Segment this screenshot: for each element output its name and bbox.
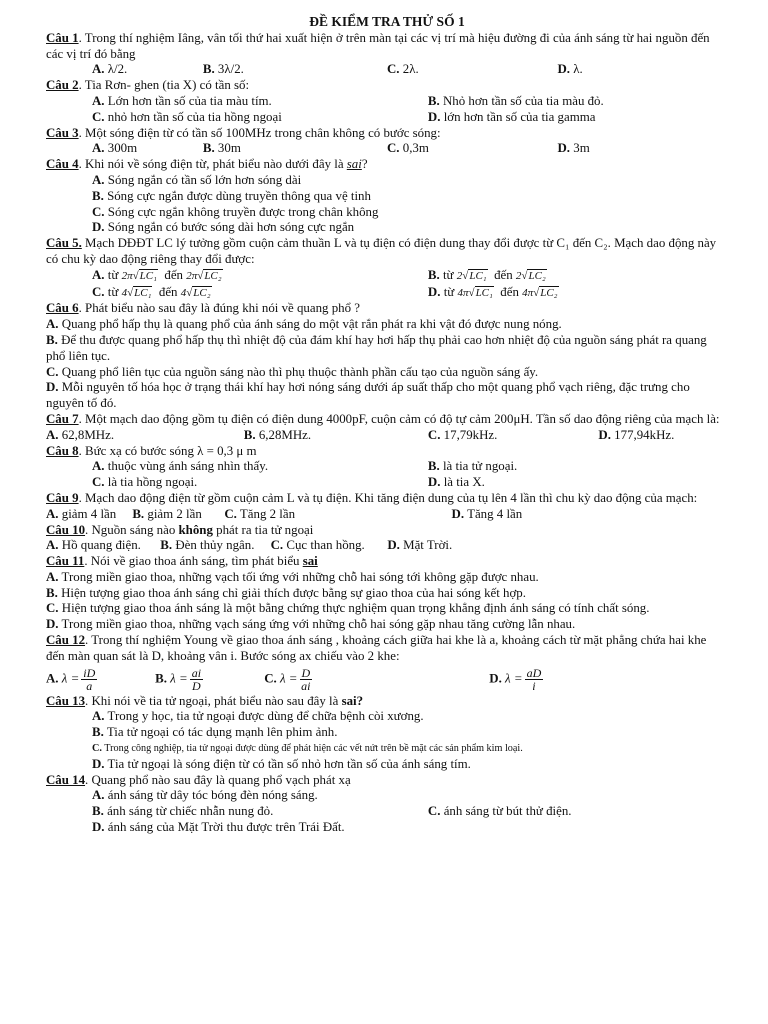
question-text: . Quang phổ nào sau đây là quang phổ vạch phát xạ xyxy=(85,772,351,787)
answer-options xyxy=(46,268,728,302)
option-a[interactable]: A. giảm 4 lần xyxy=(46,506,117,521)
question-number: Câu 9 xyxy=(46,490,79,505)
question-number: Câu 11 xyxy=(46,554,85,569)
question-5 xyxy=(46,236,728,268)
option-d[interactable]: D. Tăng 4 lần xyxy=(451,506,523,521)
question-number: Câu 3 xyxy=(46,125,79,140)
answer-options xyxy=(46,570,728,633)
question-3 xyxy=(46,126,728,142)
answer-options xyxy=(46,62,728,78)
question-number: Câu 1 xyxy=(46,30,79,45)
option-d[interactable]: D. 3m xyxy=(557,141,590,156)
option-d[interactable]: D. Mặt Trời. xyxy=(387,538,453,553)
option-c[interactable]: C. là tia hồng ngoại. xyxy=(92,475,198,490)
question-12 xyxy=(46,633,728,665)
fraction: $\frac{D}{ai}$ xyxy=(301,665,311,693)
option-a[interactable]: A. Sóng ngắn có tần số lớn hơn sóng dài xyxy=(92,172,302,187)
question-text: . Mạch dao động điện từ gồm cuộn cảm L và tụ điện. Khi tăng điện dung của tụ lên 4 lần thì chu kỳ dao động của mạch: xyxy=(78,490,698,505)
option-a[interactable]: A. 62,8MHz. xyxy=(46,427,115,442)
option-d[interactable]: D. λ. xyxy=(557,62,583,77)
question-text: . Bức xạ có bước sóng λ = 0,3 μ m xyxy=(78,443,257,458)
option-c[interactable]: C. Sóng cực ngắn không truyền được trong chân không xyxy=(92,204,379,219)
option-b[interactable]: B. là tia tử ngoại. xyxy=(427,459,518,474)
formula: 4π√LC₁ xyxy=(457,286,493,299)
question-8 xyxy=(46,444,728,460)
option-a[interactable]: A. Quang phổ hấp thụ là quang phổ của ánh sáng do một vật rắn phát ra khi vật đó được nung nóng. xyxy=(46,317,562,332)
question-7 xyxy=(46,412,728,428)
option-d[interactable]: D. Tia tử ngoại là sóng điện từ có tần số nhỏ hơn tần số của ánh sáng tím. xyxy=(92,756,471,771)
option-d[interactable]: D. λ = $\frac{aD}{i}$ xyxy=(489,665,542,693)
option-c[interactable]: C. Quang phổ liên tục của nguồn sáng nào thì phụ thuộc thành phần cấu tạo của nguồn sáng ấy. xyxy=(46,364,539,379)
option-a[interactable]: A. thuộc vùng ánh sáng nhìn thấy. xyxy=(92,459,269,474)
option-b[interactable]: B. Sóng cực ngắn được dùng truyền thông qua vệ tinh xyxy=(92,188,371,203)
page-title: ĐỀ KIỂM TRA THỬ SỐ 1 xyxy=(309,14,465,29)
formula: 4π√LC₂ xyxy=(522,286,558,299)
answer-options xyxy=(46,317,728,412)
question-text: Mạch DĐĐT LC lý tưởng gồm cuộn cảm thuần L và tụ điện có điện dung thay đổi được từ C₁ đến C₂. Mạch dao động này có chu kỳ dao động riêng thay đổi được: xyxy=(46,236,717,266)
answer-options xyxy=(46,538,728,554)
option-b[interactable]: B. từ 2√LC₁ đến 2√LC₂ xyxy=(427,267,546,282)
fraction: $\frac{iD}{a}$ xyxy=(83,665,96,693)
question-text: . Một mạch dao động gồm tụ điện có điện dung 4000pF, cuộn cảm có độ tự cảm 200μH. Tần số dao động riêng của mạch là: xyxy=(78,411,720,426)
question-text: . Trong thí nghiệm Young về giao thoa ánh sáng , khoảng cách giữa hai khe là a, khoảng cách từ mặt phẳng chứa hai khe đến màn quan sát là D, khoảng vân i. Bước sóng ax chiếu vào 2 khe: xyxy=(46,633,707,663)
option-c[interactable]: C. nhỏ hơn tần số của tia hồng ngoại xyxy=(92,109,282,124)
answer-options xyxy=(46,459,728,491)
question-number: Câu 8 xyxy=(46,443,79,458)
question-number: Câu 7 xyxy=(46,411,79,426)
formula: 4√LC₂ xyxy=(180,286,211,299)
option-b[interactable]: B. 3λ/2. xyxy=(202,62,244,77)
question-11: Câu 11. Nói về giao thoa ánh sáng, tìm phát biểu sai xyxy=(46,554,318,569)
answer-options xyxy=(46,141,728,157)
formula: 2π√LC₂ xyxy=(186,269,222,282)
option-a[interactable]: A. từ 2π√LC₁ đến 2π√LC₂ xyxy=(92,267,222,282)
option-c[interactable]: C. 17,79kHz. xyxy=(427,427,498,442)
formula: 2π√LC₁ xyxy=(121,269,157,282)
option-b[interactable]: B. Hiện tượng giao thoa ánh sáng chỉ giải thích được bằng sự giao thoa của hai sóng kết hợp. xyxy=(46,585,526,600)
option-c[interactable]: C. Cục than hồng. xyxy=(270,538,365,553)
option-c[interactable]: C. từ 4√LC₁ đến 4√LC₂ xyxy=(92,284,211,299)
option-a[interactable]: A. 300m xyxy=(92,141,138,156)
question-6 xyxy=(46,301,728,317)
option-a[interactable]: A. Trong miền giao thoa, những vạch tối ứng với những chỗ hai sóng tới không gặp được nhau. xyxy=(46,569,539,584)
fraction: $\frac{aD}{i}$ xyxy=(526,665,542,693)
option-a[interactable]: A. λ = $\frac{iD}{a}$ xyxy=(46,665,96,693)
question-10: Câu 10. Nguồn sáng nào không phát ra tia tử ngoại xyxy=(46,522,314,537)
answer-options xyxy=(46,173,728,236)
emphasis-sai: sai xyxy=(346,157,362,172)
answer-options xyxy=(46,667,728,692)
question-13: Câu 13. Khi nói về tia tử ngoại, phát biểu nào sau đây là sai? xyxy=(46,693,364,708)
question-number: Câu 6 xyxy=(46,301,79,316)
answer-options xyxy=(46,709,728,772)
fraction: $\frac{ai}{D}$ xyxy=(191,665,202,693)
question-14 xyxy=(46,773,728,789)
question-number: Câu 4 xyxy=(46,157,79,172)
option-b[interactable]: B. ánh sáng từ chiếc nhẫn nung đỏ. xyxy=(92,804,274,819)
option-d[interactable]: D. ánh sáng của Mặt Trời thu được trên Trái Đất. xyxy=(92,820,345,835)
option-d[interactable]: D. Mỗi nguyên tố hóa học ở trạng thái khí hay hơi nóng sáng dưới áp suất thấp cho một quang phổ vạch riêng, đặc trưng cho nguyên tố đó. xyxy=(46,380,690,411)
question-number: Câu 12 xyxy=(46,633,86,648)
option-c[interactable]: C. Hiện tượng giao thoa ánh sáng là một bằng chứng thực nghiệm quan trọng khẳng định ánh sáng có tính chất sóng. xyxy=(46,601,650,616)
option-b[interactable]: B. 6,28MHz. xyxy=(243,427,312,442)
answer-options xyxy=(46,94,728,126)
answer-options-row xyxy=(46,804,728,820)
option-a[interactable]: A. λ/2. xyxy=(92,62,128,77)
option-b[interactable]: B. Tia tử ngoại có tác dụng mạnh lên phim ảnh. xyxy=(92,725,338,740)
question-text: . Trong thí nghiệm Iâng, vân tối thứ hai xuất hiện ở trên màn tại các vị trí mà hiệu đường đi của ánh sáng từ hai nguồn đến các vị trí đó bằng xyxy=(46,30,710,61)
option-d[interactable]: D. là tia X. xyxy=(427,475,485,490)
option-a[interactable]: A. Hồ quang điện. xyxy=(46,538,141,553)
option-d[interactable]: D. 177,94kHz. xyxy=(598,427,675,442)
answer-options xyxy=(46,428,728,444)
question-number: Câu 2 xyxy=(46,78,79,93)
option-c[interactable]: C. Tăng 2 lần xyxy=(224,506,296,521)
option-b[interactable]: B. λ = $\frac{ai}{D}$ xyxy=(155,665,202,693)
question-9 xyxy=(46,491,728,507)
formula: 4√LC₁ xyxy=(121,286,152,299)
option-d[interactable]: D. Sóng ngắn có bước sóng dài hơn sóng cực ngắn xyxy=(92,220,355,235)
answer-options xyxy=(46,507,728,523)
answer-options xyxy=(46,820,728,836)
answer-options xyxy=(46,788,728,804)
option-b[interactable]: B. Nhỏ hơn tần số của tia màu đỏ. xyxy=(427,93,604,108)
question-1 xyxy=(46,31,728,63)
emphasis-khong: không xyxy=(178,522,213,537)
option-b[interactable]: B. Đèn thủy ngân. xyxy=(160,538,255,553)
option-c[interactable]: C. Trong công nghiệp, tia tử ngoại được dùng để phát hiện các vết nứt trên bề mặt các sản phẩm kim loại. xyxy=(92,743,523,755)
option-c[interactable]: C. 2λ. xyxy=(386,62,419,77)
formula: 2√LC₂ xyxy=(515,269,546,282)
option-b[interactable]: B. Để thu được quang phổ hấp thụ thì nhiệt độ của đám khí hay hơi hấp thụ phải cao hơn nhiệt độ của nguồn sáng phát ra quang phổ liên tục. xyxy=(46,332,707,363)
option-c[interactable]: C. 0,3m xyxy=(386,141,429,156)
question-text: . Một sóng điện từ có tần số 100MHz trong chân không có bước sóng: xyxy=(78,125,441,140)
option-d[interactable]: D. lớn hơn tần số của tia gamma xyxy=(427,109,596,124)
option-c[interactable]: C. ánh sáng từ bút thử điện. xyxy=(427,804,572,819)
option-c[interactable]: C. λ = $\frac{D}{ai}$ xyxy=(264,665,311,693)
question-number: Câu 5. xyxy=(46,236,82,251)
option-b[interactable]: B. 30m xyxy=(202,141,241,156)
question-number: Câu 13 xyxy=(46,693,86,708)
option-a[interactable]: A. ánh sáng từ dây tóc bóng đèn nóng sáng. xyxy=(92,788,318,803)
question-2 xyxy=(46,78,728,94)
option-d[interactable]: D. từ 4π√LC₁ đến 4π√LC₂ xyxy=(427,284,558,299)
question-4: Câu 4. Khi nói về sóng điện từ, phát biểu nào dưới đây là sai? xyxy=(46,157,368,172)
option-b[interactable]: B. giảm 2 lần xyxy=(132,506,202,521)
formula: 2√LC₁ xyxy=(456,269,487,282)
option-a[interactable]: A. Lớn hơn tần số của tia màu tím. xyxy=(92,93,272,108)
option-d[interactable]: D. Trong miền giao thoa, những vạch sáng ứng với những chỗ hai sóng gặp nhau tăng cường lẫn nhau. xyxy=(46,617,576,632)
option-a[interactable]: A. Trong y học, tia tử ngoại được dùng để chữa bệnh còi xương. xyxy=(92,709,424,724)
question-text: . Tia Rơn- ghen (tia X) có tần số: xyxy=(78,78,250,93)
question-text: . Phát biểu nào sau đây là đúng khi nói về quang phổ ? xyxy=(78,301,360,316)
emphasis-sai: sai? xyxy=(341,693,364,708)
question-number: Câu 10 xyxy=(46,522,86,537)
emphasis-sai: sai xyxy=(302,554,318,569)
question-number: Câu 14 xyxy=(46,772,86,787)
